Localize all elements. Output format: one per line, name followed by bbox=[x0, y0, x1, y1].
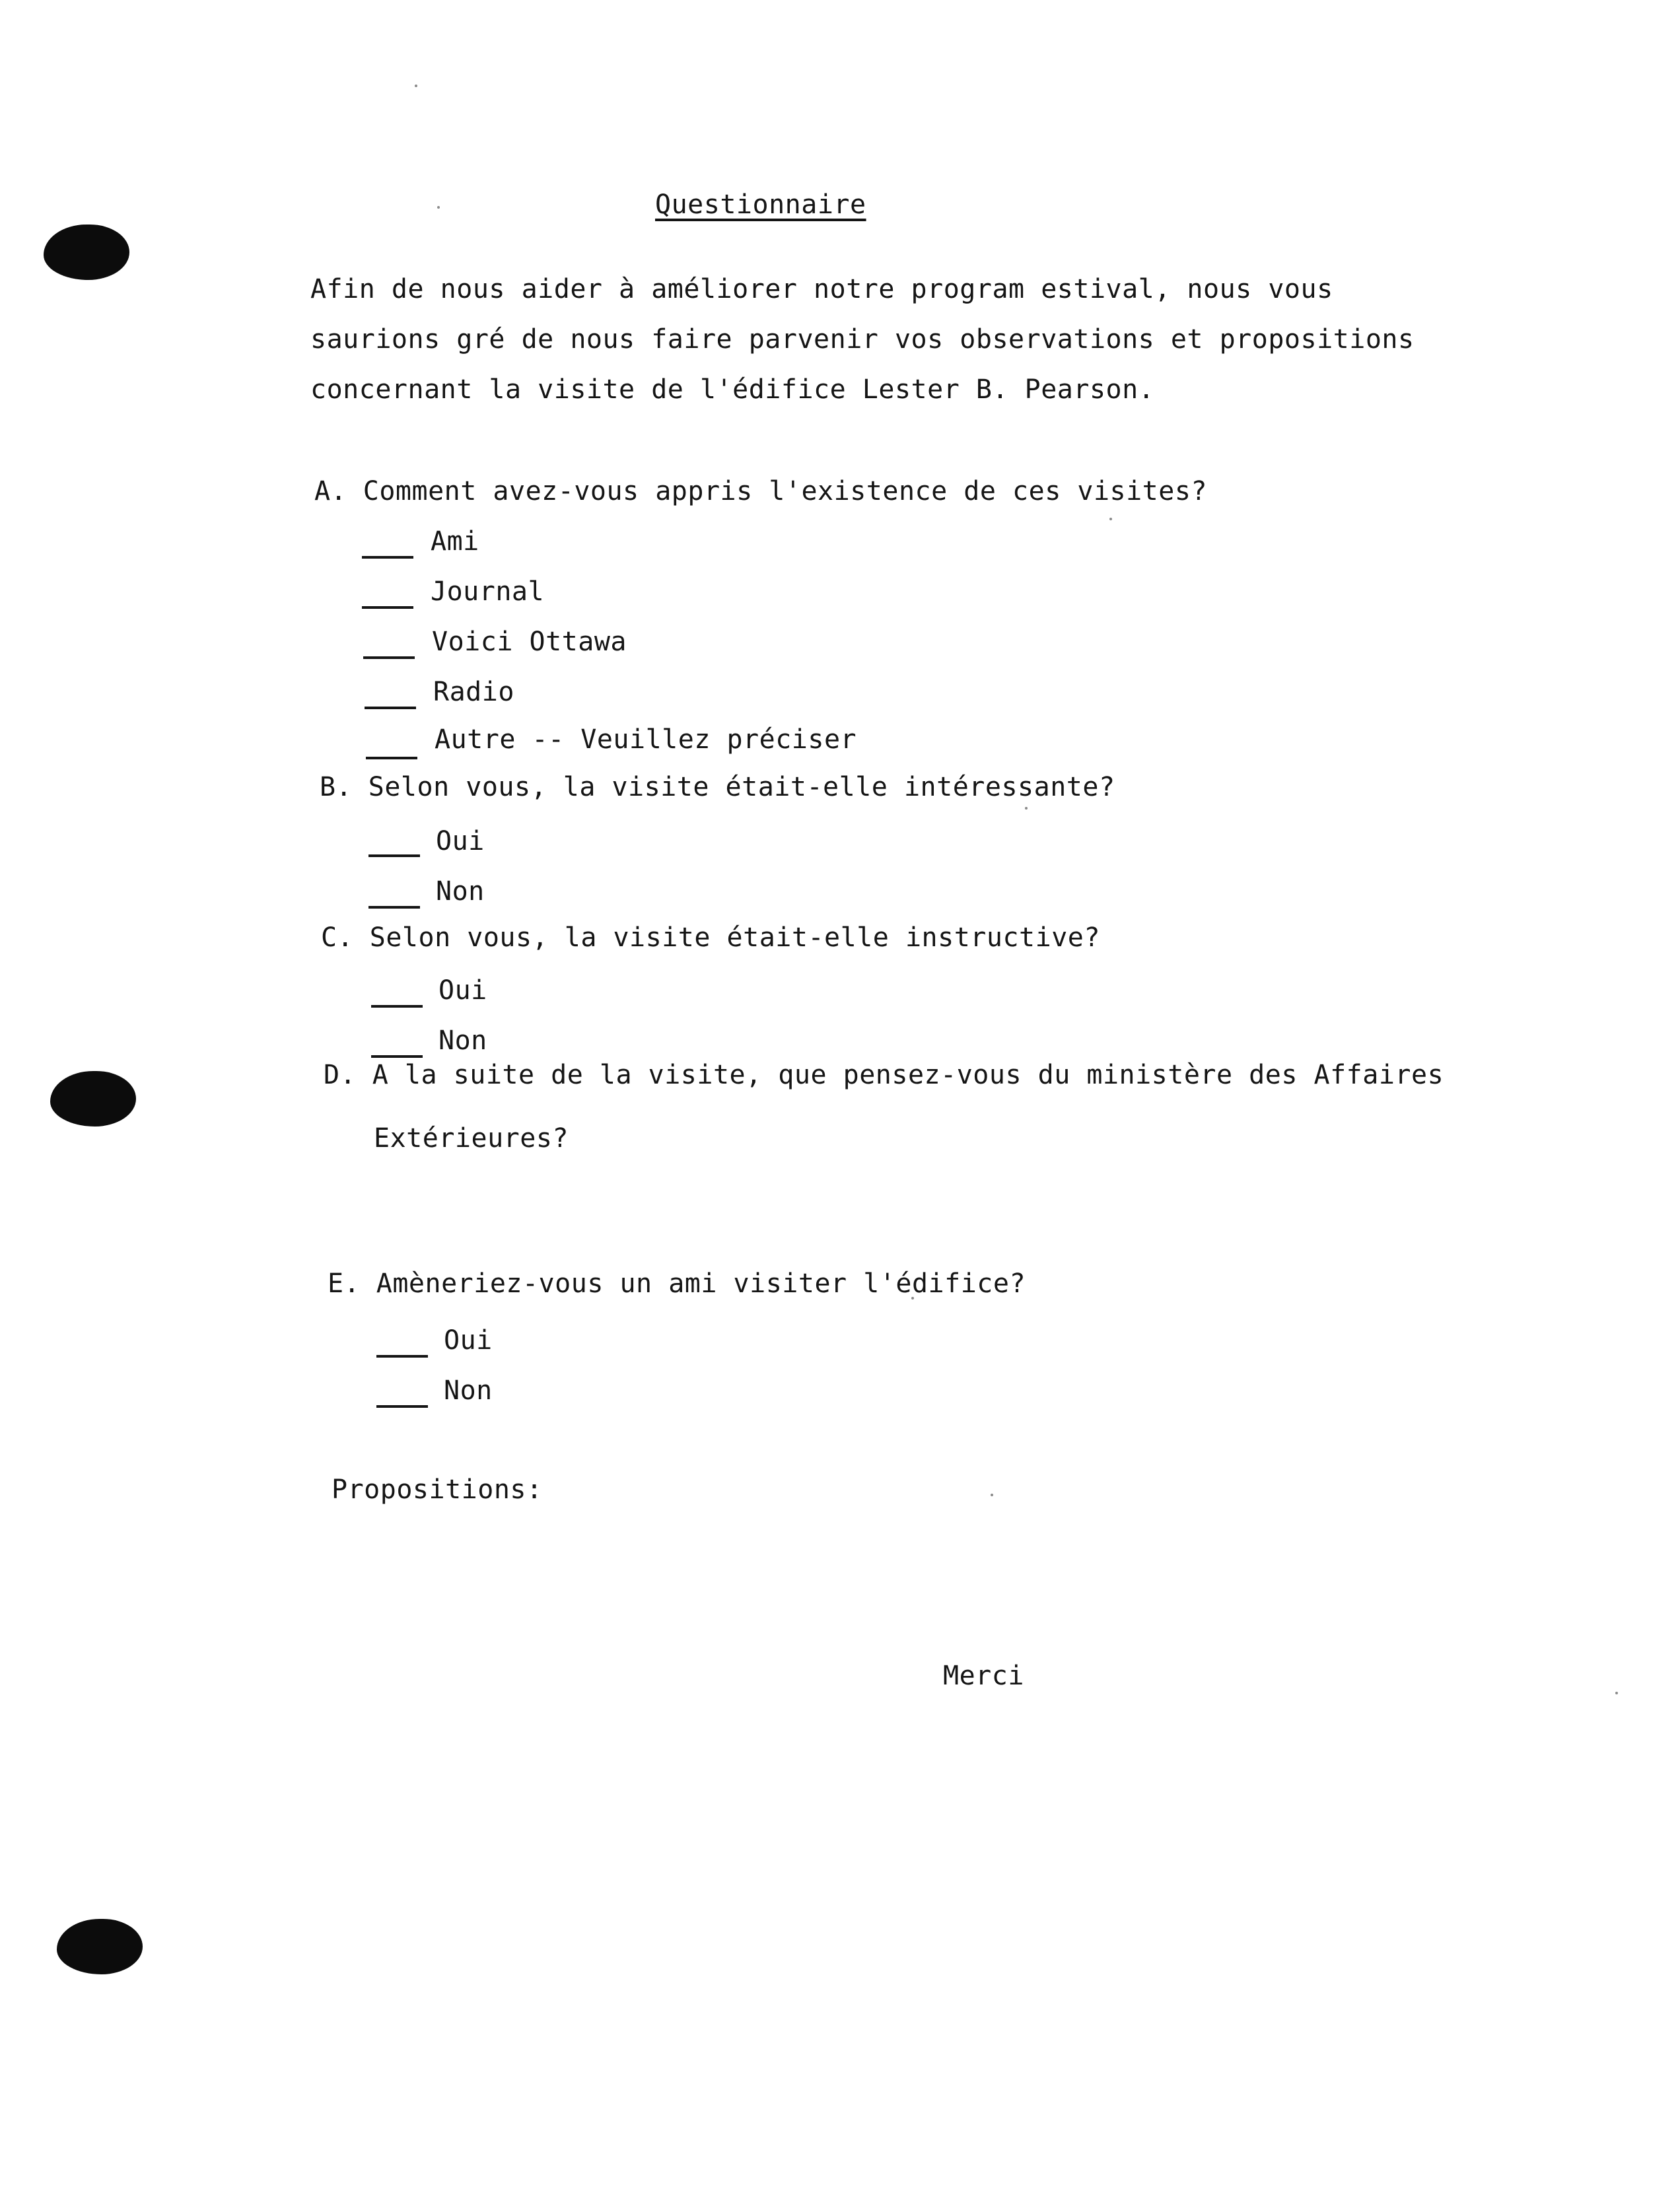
option-label: Radio bbox=[433, 677, 514, 707]
answer-blank[interactable] bbox=[365, 707, 416, 709]
page-title: Questionnaire bbox=[655, 190, 866, 220]
answer-blank[interactable] bbox=[371, 1055, 423, 1058]
option-label: Oui bbox=[438, 975, 487, 1006]
scan-speck bbox=[415, 85, 417, 87]
answer-blank[interactable] bbox=[368, 854, 420, 857]
option-label: Non bbox=[438, 1025, 487, 1056]
intro-line: Afin de nous aider à améliorer notre program estival, nous vous bbox=[310, 274, 1333, 304]
scan-speck bbox=[1025, 807, 1028, 810]
question-d: D. A la suite de la visite, que pensez-vous du ministère des Affaires bbox=[324, 1060, 1444, 1090]
scan-speck bbox=[1109, 518, 1112, 520]
option-label: Journal bbox=[431, 576, 545, 607]
answer-blank[interactable] bbox=[376, 1405, 428, 1408]
punch-hole-bottom bbox=[57, 1919, 143, 1974]
option-label: Oui bbox=[444, 1325, 493, 1356]
punch-hole-middle bbox=[50, 1071, 136, 1127]
scan-speck bbox=[991, 1494, 993, 1496]
intro-line: concernant la visite de l'édifice Lester B. Pearson. bbox=[310, 374, 1155, 405]
question-d-continued: Extérieures? bbox=[374, 1123, 569, 1154]
answer-blank[interactable] bbox=[366, 757, 417, 759]
question-e: E. Amèneriez-vous un ami visiter l'édifice? bbox=[328, 1268, 1026, 1299]
propositions-label: Propositions: bbox=[332, 1474, 543, 1505]
answer-blank[interactable] bbox=[371, 1005, 423, 1008]
answer-blank[interactable] bbox=[362, 556, 413, 559]
punch-hole-top bbox=[44, 225, 129, 280]
scan-speck bbox=[1615, 1692, 1618, 1694]
option-label: Non bbox=[444, 1375, 493, 1406]
question-a: A. Comment avez-vous appris l'existence de ces visites? bbox=[314, 476, 1208, 506]
scan-speck bbox=[437, 206, 440, 209]
question-b: B. Selon vous, la visite était-elle intéressante? bbox=[320, 772, 1115, 802]
closing-merci: Merci bbox=[943, 1661, 1024, 1691]
answer-blank[interactable] bbox=[363, 656, 415, 659]
option-label: Autre -- Veuillez préciser bbox=[435, 724, 857, 755]
option-label: Oui bbox=[436, 826, 485, 856]
answer-blank[interactable] bbox=[376, 1355, 428, 1358]
option-label: Ami bbox=[431, 526, 479, 557]
option-label: Non bbox=[436, 876, 485, 907]
question-c: C. Selon vous, la visite était-elle instructive? bbox=[321, 922, 1100, 953]
option-label: Voici Ottawa bbox=[432, 627, 627, 657]
answer-blank[interactable] bbox=[368, 906, 420, 909]
answer-blank[interactable] bbox=[362, 606, 413, 609]
intro-line: saurions gré de nous faire parvenir vos observations et propositions bbox=[310, 324, 1415, 355]
